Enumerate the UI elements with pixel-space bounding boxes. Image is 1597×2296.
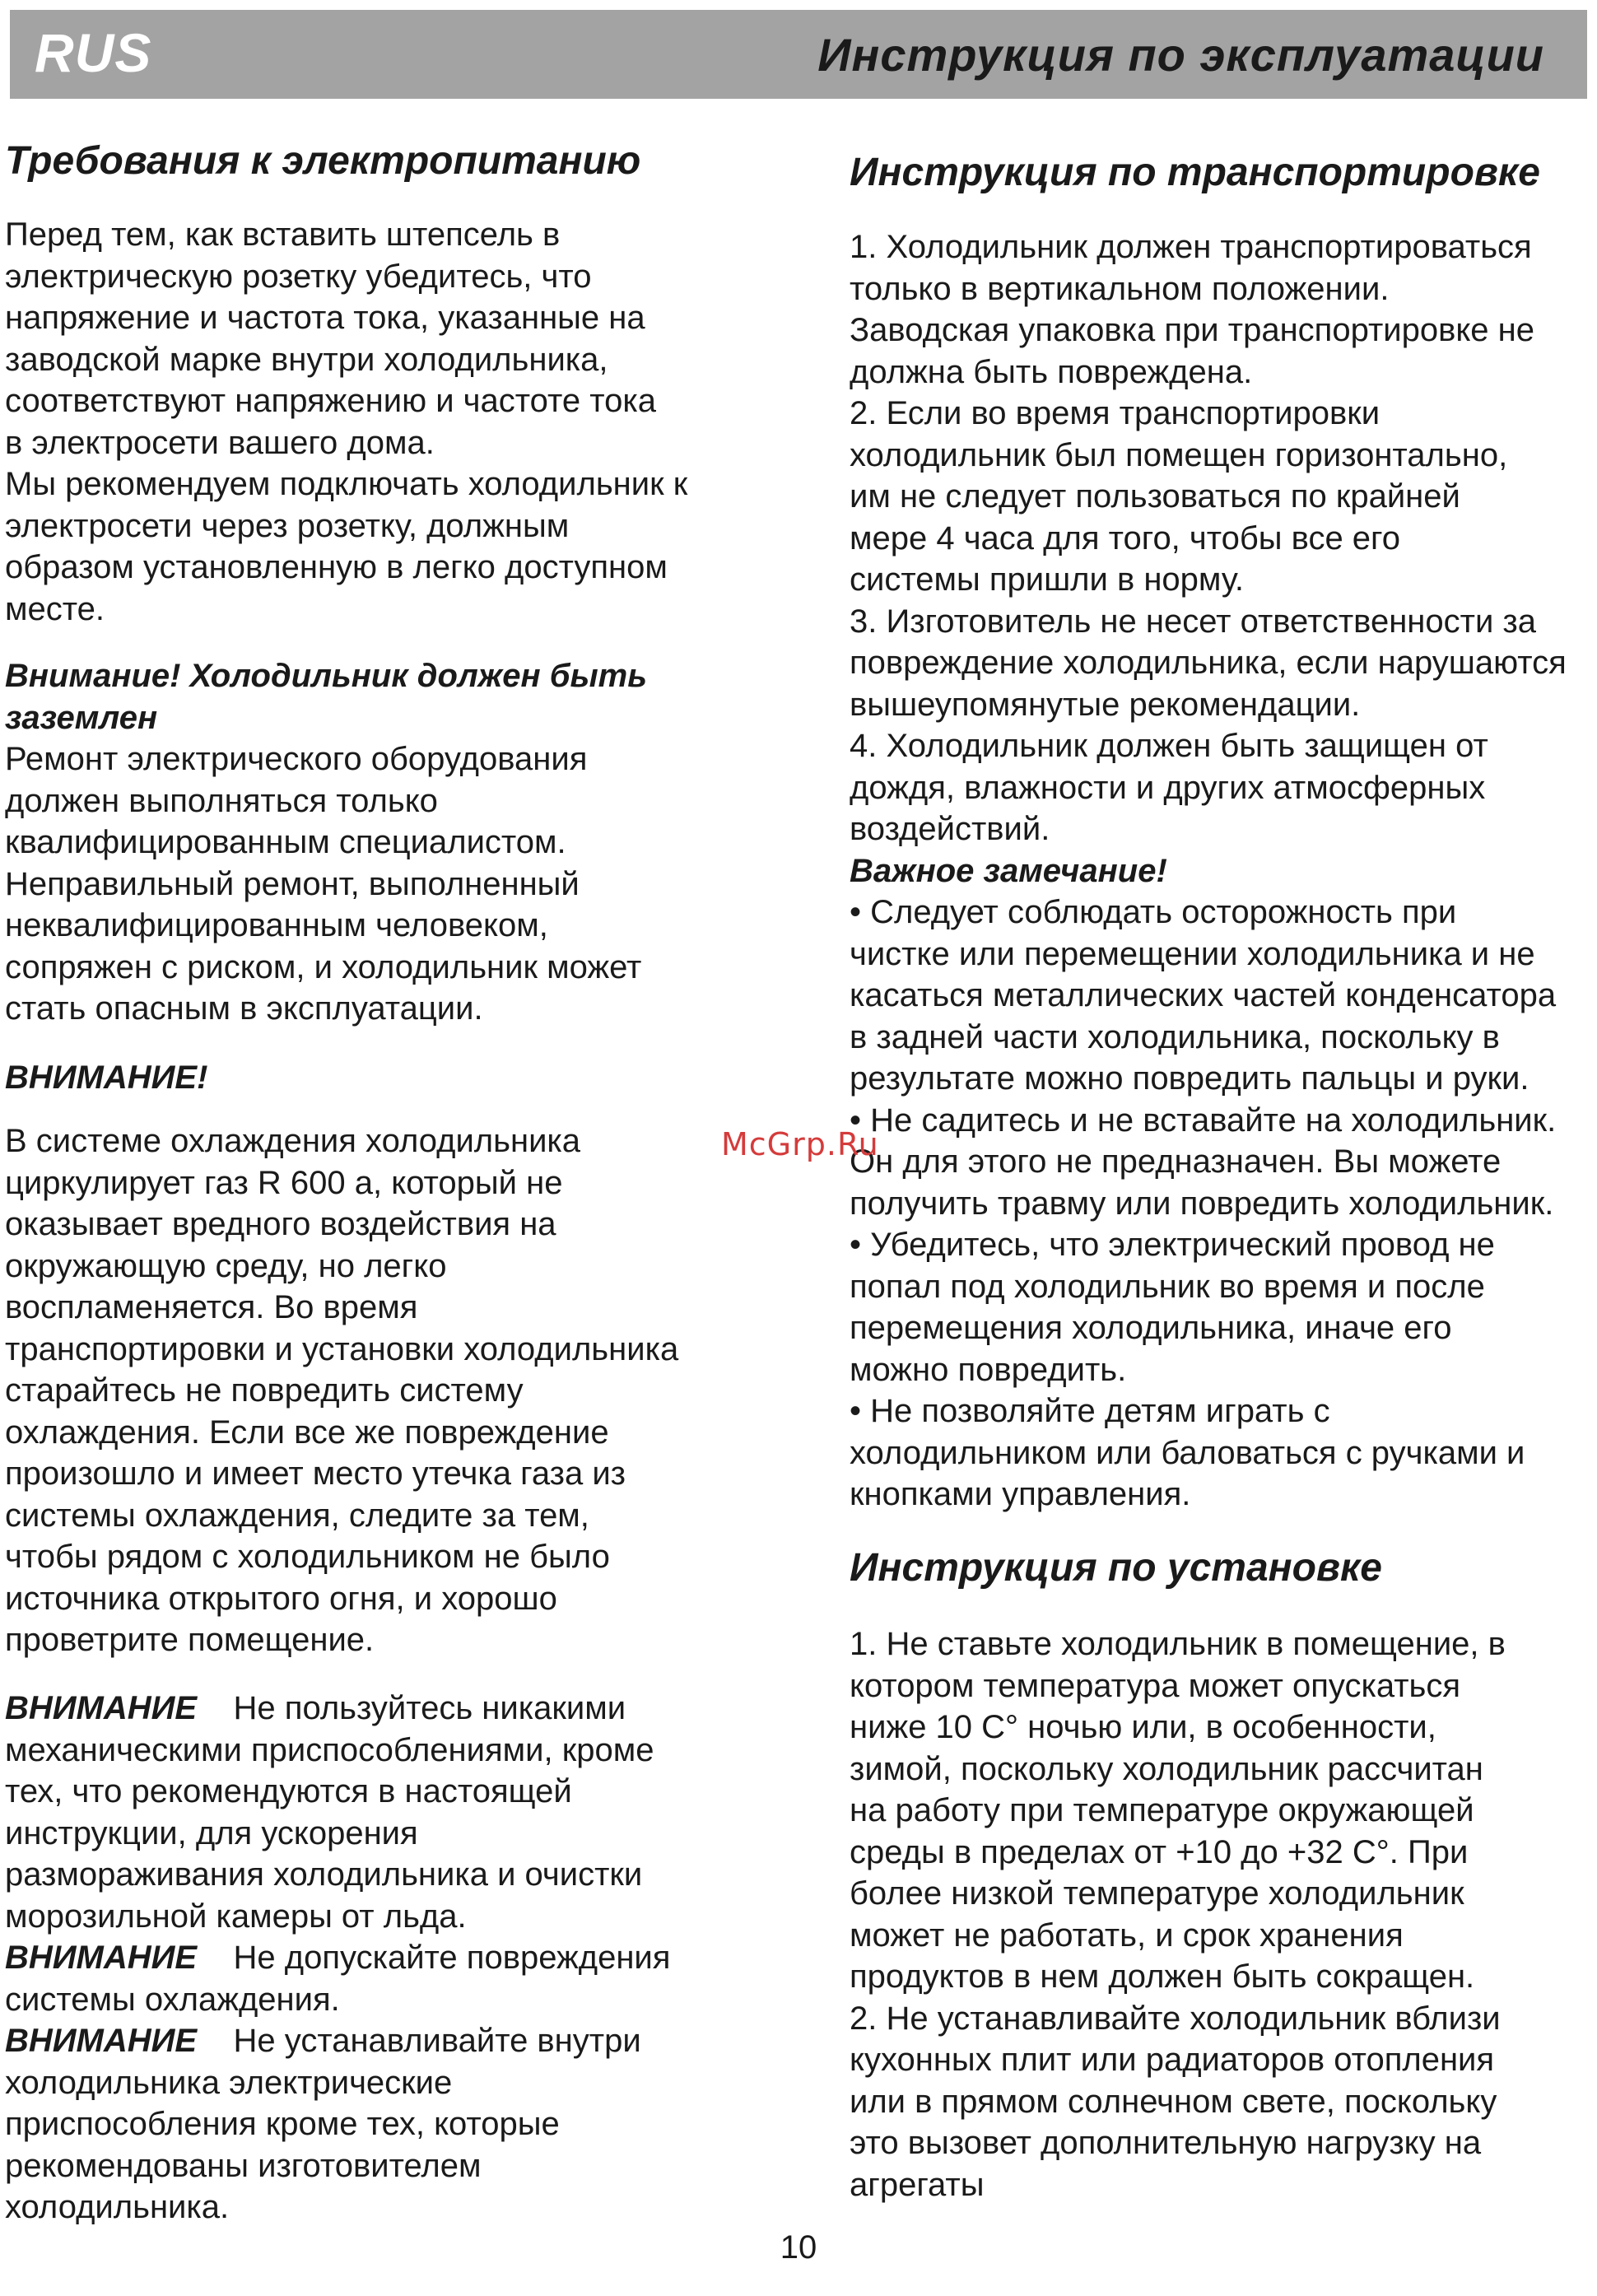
text-line: можно повредить. — [850, 1351, 1127, 1388]
text-line: ниже 10 С° ночью или, в особенности, — [850, 1709, 1436, 1745]
text-line: • Следует соблюдать осторожность при — [850, 894, 1457, 930]
text-line: Он для этого не предназначен. Вы можете — [850, 1143, 1502, 1180]
text-line: циркулирует газ R 600 а, который не — [5, 1164, 563, 1201]
text-line: системы пришли в норму. — [850, 561, 1244, 598]
text-line: холодильником или баловаться с ручками и — [850, 1434, 1525, 1471]
text-line: заводской марке внутри холодильника, — [5, 341, 608, 378]
text-line: котором температура может опускаться — [850, 1667, 1461, 1704]
text-line: месте. — [5, 590, 105, 627]
text-line: • Не садитесь и не вставайте на холодильник. — [850, 1101, 1557, 1139]
text-line: окружающую среду, но легко — [5, 1247, 447, 1284]
text-line: или в прямом солнечном свете, поскольку — [850, 2083, 1497, 2120]
text-line: охлаждения. Если все же повреждение — [5, 1413, 609, 1451]
text-line: неквалифицированным человеком, — [5, 907, 548, 943]
transport-heading: Инструкция по транспортировке — [850, 151, 1540, 194]
text-line: стать опасным в эксплуатации. — [5, 990, 483, 1027]
text-line: Неправильный ремонт, выполненный — [5, 865, 580, 902]
text-line: • Убедитесь, что электрический провод не — [850, 1227, 1495, 1263]
text-line: Перед тем, как вставить штепсель в — [5, 217, 561, 253]
text-line: Мы рекомендуем подключать холодильник к — [5, 466, 688, 502]
text-line: в задней части холодильника, поскольку в — [850, 1018, 1500, 1055]
text-line: более низкой температуре холодильник — [850, 1875, 1464, 1912]
text-line: 2. Не устанавливайте холодильник вблизи — [850, 2000, 1501, 2037]
warning-label: ВНИМАНИЕ — [5, 2023, 198, 2059]
text-line: вышеупомянутые рекомендации. — [850, 686, 1361, 723]
mechanical-warnings — [5, 1688, 670, 2228]
warning-2-line — [5, 1937, 670, 1979]
text-line: касаться металлических частей конденсатора — [850, 977, 1557, 1013]
warning-3-line — [5, 2020, 670, 2062]
attention-heading: ВНИМАНИЕ! — [5, 1060, 208, 1096]
text-line: зимой, поскольку холодильник рассчитан — [850, 1750, 1483, 1787]
text-line: холодильника электрические — [5, 2064, 453, 2101]
text-line: попал под холодильник во время и после — [850, 1268, 1485, 1305]
text-line: 1. Холодильник должен транспортироваться — [850, 229, 1532, 265]
text-line: холодильник был помещен горизонтально, — [850, 436, 1508, 473]
text-line: агрегаты — [850, 2166, 985, 2203]
language-label: RUS — [35, 22, 152, 83]
text-line: морозильной камеры от льда. — [5, 1898, 467, 1935]
text-line: электросети через розетку, должным — [5, 507, 570, 544]
text-line: старайтесь не повредить систему — [5, 1372, 524, 1409]
warning-label: ВНИМАНИЕ — [5, 1940, 198, 1976]
text-line: сопряжен с риском, и холодильник может — [5, 948, 642, 985]
text-line: квалифицированным специалистом. — [5, 824, 566, 860]
warning-1-first: Не пользуйтесь никакими — [233, 1690, 626, 1726]
text-line: 4. Холодильник должен быть защищен от — [850, 728, 1488, 764]
text-line: только в вертикальном положении. — [850, 270, 1390, 307]
text-line: продуктов в нем должен быть сокращен. — [850, 1958, 1475, 1995]
text-line: инструкции, для ускорения — [5, 1814, 418, 1851]
header-bar — [10, 10, 1587, 99]
grounding-section — [5, 655, 647, 1030]
text-line: может не работать, и срок хранения — [850, 1916, 1404, 1954]
document-title: Инструкция по эксплуатации — [817, 29, 1544, 81]
text-line: повреждение холодильника, если нарушаются — [850, 645, 1567, 681]
text-line: 2. Если во время транспортировки — [850, 395, 1380, 431]
text-line: должна быть повреждена. — [850, 353, 1253, 390]
text-line: мере 4 часа для того, чтобы все его — [850, 519, 1401, 557]
text-line: среды в пределах от +10 до +32 С°. При — [850, 1833, 1469, 1870]
text-line: В системе охлаждения холодильника — [5, 1123, 581, 1159]
text-line: системы охлаждения, следите за тем, — [5, 1497, 589, 1534]
text-line: Ремонт электрического оборудования — [5, 741, 588, 777]
text-line: дождя, влажности и других атмосферных — [850, 769, 1486, 806]
text-line: образом установленную в легко доступном — [5, 549, 668, 585]
page-number: 10 — [780, 2229, 817, 2266]
attention-heading-block — [5, 1057, 207, 1099]
text-line: системы охлаждения. — [5, 1981, 340, 2018]
text-line: чистке или перемещении холодильника и не — [850, 935, 1535, 972]
transport-text — [850, 226, 1567, 1516]
power-requirements-heading: Требования к электропитанию — [5, 139, 641, 183]
text-line: на работу при температуре окружающей — [850, 1792, 1474, 1828]
text-line: механическими приспособлениями, кроме — [5, 1731, 654, 1768]
text-line: воспламеняется. Во время — [5, 1289, 418, 1325]
text-line: воздействий. — [850, 811, 1050, 847]
text-line: это вызовет дополнительную нагрузку на — [850, 2125, 1482, 2161]
text-line: в электросети вашего дома. — [5, 424, 435, 461]
important-note-heading: Важное замечание! — [850, 852, 1167, 889]
text-line: им не следует пользоваться по крайней — [850, 478, 1460, 515]
watermark: McGrp.Ru — [721, 1126, 879, 1162]
text-line: соответствуют напряжению и частоте тока — [5, 383, 656, 419]
text-line: кнопками управления. — [850, 1476, 1191, 1512]
text-line: получить травму или повредить холодильник. — [850, 1185, 1554, 1222]
text-line: рекомендованы изготовителем — [5, 2147, 482, 2184]
installation-text — [850, 1623, 1506, 2205]
text-line: должен выполняться только — [5, 782, 438, 819]
warning-2-first: Не допускайте повреждения — [233, 1940, 671, 1976]
text-line: электрическую розетку убедитесь, что — [5, 258, 592, 295]
text-line: кухонных плит или радиаторов отопления — [850, 2042, 1495, 2078]
warning-label: ВНИМАНИЕ — [5, 1690, 198, 1726]
text-line: перемещения холодильника, иначе его — [850, 1310, 1452, 1346]
gas-warning-text — [5, 1120, 678, 1661]
grounding-heading-cont: заземлен — [5, 699, 158, 736]
grounding-heading: Внимание! Холодильник должен быть — [5, 658, 647, 694]
text-line: напряжение и частота тока, указанные на — [5, 300, 645, 336]
text-line: источника открытого огня, и хорошо — [5, 1580, 557, 1617]
text-line: тех, что рекомендуются в настоящей — [5, 1773, 572, 1809]
text-line: транспортировки и установки холодильника — [5, 1330, 679, 1367]
text-line: оказывает вредного воздействия на — [5, 1206, 556, 1242]
text-line: размораживания холодильника и очистки — [5, 1856, 643, 1893]
warning-3-first: Не устанавливайте внутри — [233, 2023, 641, 2059]
text-line: Заводская упаковка при транспортировке не — [850, 312, 1534, 348]
installation-heading: Инструкция по установке — [850, 1546, 1382, 1590]
text-line: холодильника. — [5, 2189, 230, 2225]
text-line: результате можно повредить пальцы и руки. — [850, 1060, 1529, 1097]
text-line: 3. Изготовитель не несет ответственности за — [850, 603, 1537, 640]
power-requirements-text — [5, 214, 687, 630]
text-line: приспособления кроме тех, которые — [5, 2106, 560, 2142]
text-line: произошло и имеет место утечка газа из — [5, 1455, 626, 1492]
text-line: • Не позволяйте детям играть с — [850, 1393, 1330, 1429]
warning-1-line — [5, 1688, 670, 1730]
text-line: проветрите помещение. — [5, 1622, 375, 1658]
text-line: чтобы рядом с холодильником не было — [5, 1539, 610, 1575]
text-line: 1. Не ставьте холодильник в помещение, в — [850, 1626, 1506, 1662]
